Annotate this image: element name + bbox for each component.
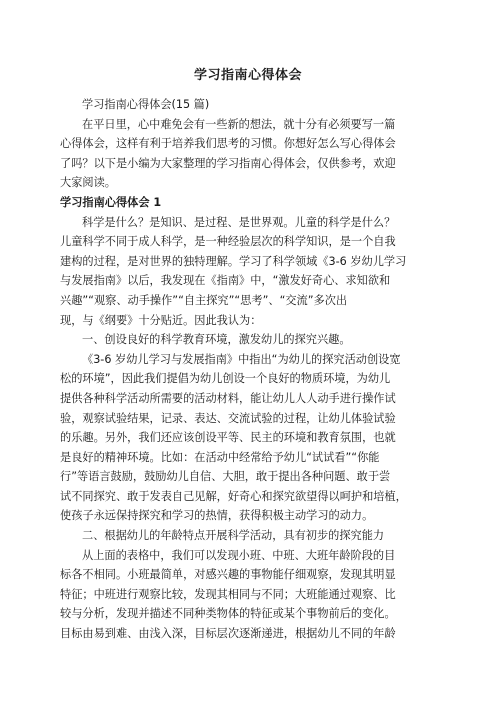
text-line: 与发展指南》以后，我发现在《指南》中，“激发好奇心、求知欲和: [60, 274, 391, 288]
text-line: 现，与《纲要》十分贴近。因此我认为：: [60, 313, 262, 327]
text-line: 特征；中班进行观察比较，发现其相同与不同；大班能通过观察、比: [60, 587, 396, 601]
text-line: 试不同探究、敢于发表自己见解，好奇心和探究欲望得以呵护和培植，: [60, 489, 407, 503]
text-line: 较与分析，发现并描述不同种类物体的特征或某个事物前后的变化。: [60, 607, 396, 621]
document-body: [60, 95, 438, 644]
text-line: 儿童科学不同于成人科学，是一种经验层次的科学知识，是一个自我: [60, 235, 396, 249]
text-line: 松的环境”，因此我们提倡为幼儿创设一个良好的物质环境，为幼儿: [60, 372, 391, 386]
text-line: 从上面的表格中，我们可以发现小班、中班、大班年龄阶段的目: [82, 548, 396, 562]
text-line: 提供各种科学活动所需要的活动材料，能让幼儿人人动手进行操作试: [60, 391, 396, 405]
text-line: 建构的过程，是对世界的独特理解。学习了科学领域《3-6 岁幼儿学习: [60, 254, 407, 268]
text-line: 学习指南心得体会(15 篇): [82, 98, 210, 111]
document-title: 学习指南心得体会: [193, 68, 302, 83]
text-line: 在平日里，心中难免会有一些新的想法，就十分有必须要写一篇: [82, 117, 396, 131]
text-line: 了吗？以下是小编为大家整理的学习指南心得体会，仅供参考，欢迎: [60, 156, 396, 170]
section-heading: 学习指南心得体会 1: [60, 195, 162, 209]
text-line: 行”等语言鼓励，鼓励幼儿自信、大胆，敢于提出各种问题、敢于尝: [60, 470, 391, 484]
text-line: 目标由易到难、由浅入深，目标层次逐渐递进，根据幼儿不同的年龄: [60, 627, 396, 641]
text-line: 标各不相同。小班最简单，对感兴趣的事物能仔细观察，发现其明显: [60, 568, 396, 582]
text-line: 兴趣”“观察、动手操作”“自主探究”“思考”、“交流”多次出: [60, 293, 348, 307]
text-line: 大家阅读。: [60, 176, 116, 190]
text-line: 科学是什么？是知识、是过程、是世界观。儿童的科学是什么？: [82, 215, 396, 229]
text-line: 《3-6 岁幼儿学习与发展指南》中指出“为幼儿的探究活动创设宽: [82, 352, 401, 366]
text-line: 一、创设良好的科学教育环境，激发幼儿的探究兴趣。: [82, 333, 351, 347]
text-line: 二、根据幼儿的年龄特点开展科学活动，具有初步的探究能力: [82, 529, 385, 543]
text-line: 使孩子永远保持探究和学习的热情，获得积极主动学习的动力。: [60, 509, 374, 523]
text-line: 是良好的精神环境。比如：在活动中经常给予幼儿“试试看”“你能: [60, 450, 380, 464]
text-line: 的乐趣。另外，我们还应该创设平等、民主的环境和教育氛围，也就: [60, 431, 396, 445]
text-line: 验，观察试验结果，记录、表达、交流试验的过程，让幼儿体验试验: [60, 411, 396, 425]
text-line: 心得体会，这样有利于培养我们思考的习惯。你想好怎么写心得体会: [60, 137, 396, 151]
